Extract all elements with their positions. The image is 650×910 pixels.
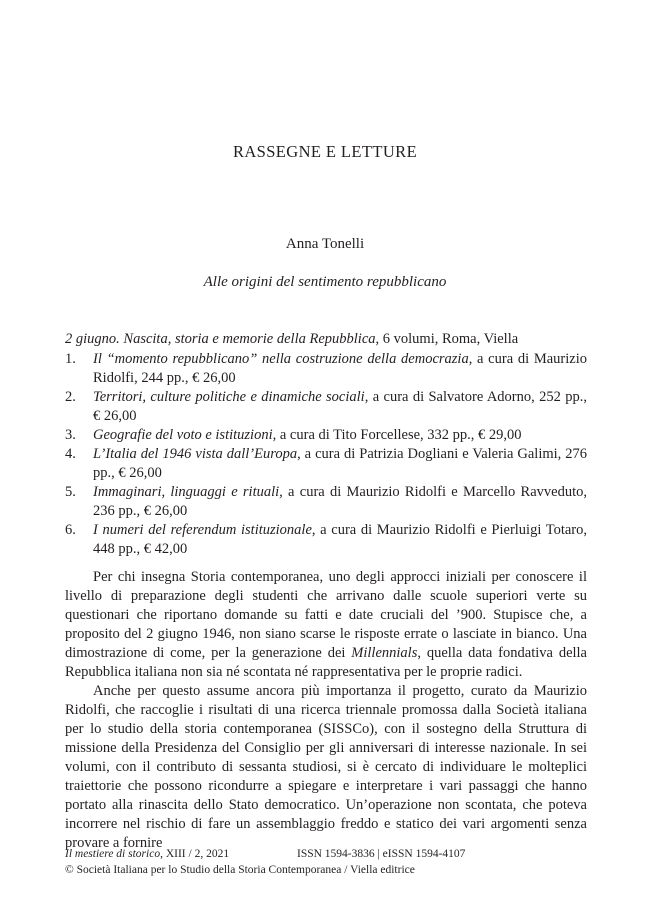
reviewed-work-title: 2 giugno. Nascita, storia e memorie della Repubblica — [65, 331, 376, 347]
reviewed-work-details: , 6 volumi, Roma, Viella — [375, 331, 519, 347]
volume-list — [65, 350, 587, 559]
issn: ISSN 1594-3836 | eISSN 1594-4107 — [297, 848, 466, 860]
volume-title: Immaginari, linguaggi e rituali, — [93, 484, 283, 500]
paragraph-emphasis: Millennials — [351, 645, 418, 661]
reviewed-work — [65, 330, 587, 349]
list-item — [65, 445, 587, 483]
volume-details: , a cura di Salvatore Adorno, 252 pp., € 26,00 — [93, 389, 587, 424]
journal-citation — [65, 846, 229, 862]
article-title: Alle origini del sentimento repubblicano — [203, 274, 447, 290]
section-title: RASSEGNE E LETTURE — [232, 142, 418, 161]
volume-number: 5. — [65, 484, 76, 500]
paragraph-text: , quella data fondativa della Repubblica italiana non sia né scontata né rappresentativa per le proprie radici. — [65, 645, 587, 680]
volume-details: a cura di Maurizio Ridolfi e Marcello Ravveduto, 236 pp., € 26,00 — [93, 484, 588, 519]
paragraph-text: Per chi insegna Storia contemporanea, uno degli approcci iniziali per conoscere il livello di preparazione degli studenti che arrivano dalle scuole superiori verte su questionari che riportano domande su fatti e date cruciali del ’900. Stupisce che, a proposito del 2 giugno 1946, non siano scarse le risposte errate o lasciate in bianco. Una dimostrazione di come, per la generazione dei — [65, 569, 587, 661]
author-name: Anna Tonelli — [285, 236, 365, 252]
body-paragraph — [65, 568, 587, 682]
volume-title: Geografie del voto e istituzioni — [93, 427, 273, 443]
volume-number: 1. — [65, 351, 76, 367]
copyright: © Società Italiana per lo Studio della Storia Contemporanea / Viella editrice — [65, 864, 415, 876]
body-paragraph: Anche per questo assume ancora più importanza il progetto, curato da Maurizio Ridolfi, che raccoglie i risultati di una ricerca triennale promossa dalla Società italiana per lo studio della storia contemporanea (SISSCo), con il sostegno della Struttura di missione della Presidenza del Consiglio per gli anniversari di interesse nazionale. In sei volumi, con il contributo di sessanta studiosi, si è cercato di individuare le molteplici traiettorie che possono ricondurre a spiegare e interpretare i vari passaggi che hanno portato alla rinascita dello Stato democratico. Un’operazione non scontata, che poteva incorrere nel rischio di fare un assemblaggio freddo e statico dei vari argomenti senza provare a fornire — [65, 683, 587, 851]
volume-number: 6. — [65, 522, 76, 538]
article-body — [65, 568, 587, 853]
list-item — [65, 483, 587, 521]
volume-number: 2. — [65, 389, 76, 405]
volume-title: Territori, culture politiche e dinamiche sociali — [93, 389, 365, 405]
volume-title: Il “momento repubblicano” nella costruzione della democrazia — [93, 351, 469, 367]
list-item — [65, 350, 587, 388]
volume-number: 4. — [65, 446, 76, 462]
volume-details: , a cura di Patrizia Dogliani e Valeria Galimi, 276 pp., € 26,00 — [93, 446, 587, 481]
list-item — [65, 388, 587, 426]
volume-details: , a cura di Maurizio Ridolfi e Pierluigi Totaro, 448 pp., € 42,00 — [93, 522, 588, 557]
volume-number: 3. — [65, 427, 76, 443]
volume-details: , a cura di Tito Forcellese, 332 pp., € 29,00 — [272, 427, 522, 443]
volume-title: I numeri del referendum istituzionale — [93, 522, 312, 538]
journal-issue: , XIII / 2, 2021 — [160, 848, 230, 860]
journal-name: Il mestiere di storico — [65, 848, 161, 860]
list-item — [65, 426, 587, 445]
volume-details: , a cura di Maurizio Ridolfi, 244 pp., € 26,00 — [93, 351, 587, 386]
list-item — [65, 521, 587, 559]
volume-title: L’Italia del 1946 vista dall’Europa — [93, 446, 298, 462]
page-footer — [65, 846, 587, 878]
